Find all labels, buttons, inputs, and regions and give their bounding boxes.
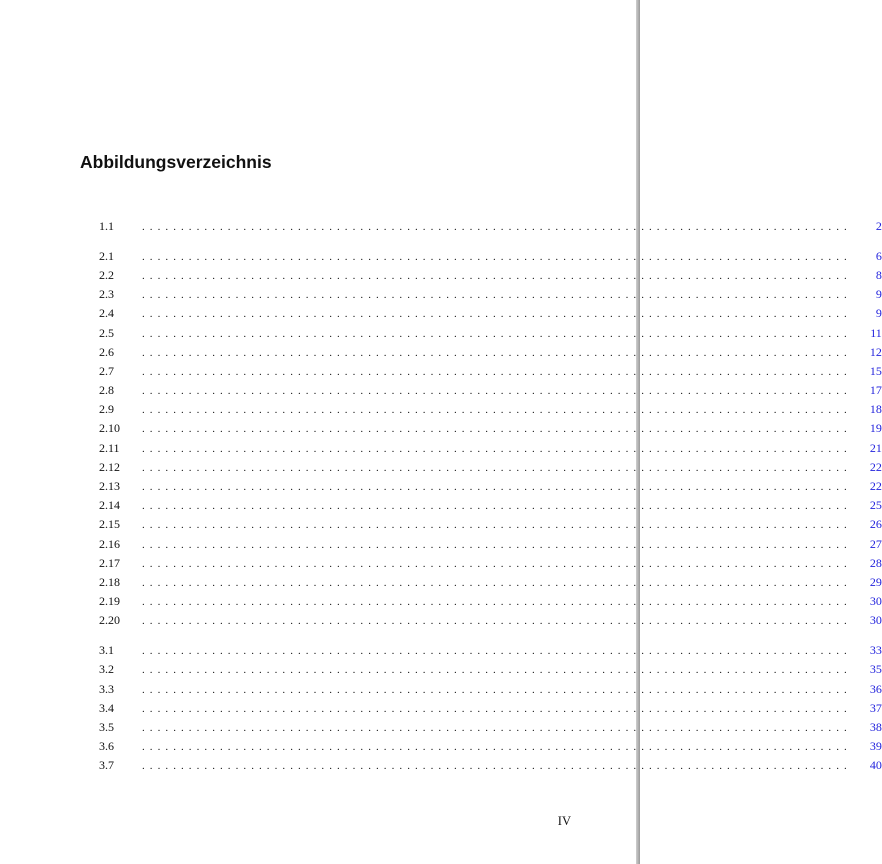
page-link[interactable]: 25 xyxy=(869,498,882,513)
figure-entry[interactable] xyxy=(99,477,882,496)
page-link[interactable]: 30 xyxy=(869,613,882,628)
dot-leader: ........................................................................................... xyxy=(142,519,852,532)
figure-entry[interactable] xyxy=(99,592,882,611)
figure-number: 3.7 xyxy=(99,758,114,773)
dot-leader: ........................................................................................... xyxy=(142,702,852,715)
figure-entry[interactable] xyxy=(99,737,882,756)
figure-entry[interactable] xyxy=(99,217,882,236)
dot-leader: ........................................................................................... xyxy=(142,365,852,378)
dot-leader: ........................................................................................... xyxy=(142,596,852,609)
figure-number: 2.17 xyxy=(99,555,120,570)
figure-number: 2.8 xyxy=(99,383,114,398)
figure-number: 2.6 xyxy=(99,344,114,359)
dot-leader: ........................................................................................... xyxy=(142,308,852,321)
page-link[interactable]: 19 xyxy=(869,421,882,436)
dot-leader: ........................................................................................... xyxy=(142,250,852,263)
figure-entry[interactable] xyxy=(99,756,882,775)
dot-leader: ........................................................................................... xyxy=(142,327,852,340)
page-link[interactable]: 38 xyxy=(869,719,882,734)
dot-leader: ........................................................................................... xyxy=(142,461,852,474)
figure-entry[interactable] xyxy=(99,535,882,554)
page-link[interactable]: 21 xyxy=(869,440,882,455)
page-link[interactable]: 18 xyxy=(869,402,882,417)
page-title: Abbildungsverzeichnis xyxy=(80,152,272,172)
figure-entry[interactable] xyxy=(99,285,882,304)
figure-number: 3.5 xyxy=(99,719,114,734)
dot-leader: ........................................................................................... xyxy=(142,289,852,302)
page-link[interactable]: 27 xyxy=(869,536,882,551)
dot-leader: ........................................................................................... xyxy=(142,664,852,677)
figure-number: 3.6 xyxy=(99,739,114,754)
figure-number: 2.1 xyxy=(99,248,114,263)
figure-number: 1.1 xyxy=(99,219,114,233)
page-link[interactable]: 6 xyxy=(875,248,882,263)
dot-leader: ........................................................................................... xyxy=(142,346,852,359)
figure-entry[interactable] xyxy=(99,324,882,343)
page-link[interactable]: 12 xyxy=(869,344,882,359)
figure-entry[interactable] xyxy=(99,554,882,573)
page-link[interactable]: 2 xyxy=(875,219,882,233)
figure-group xyxy=(99,641,882,775)
dot-leader: ........................................................................................... xyxy=(142,576,852,589)
dot-leader: ........................................................................................... xyxy=(142,500,852,513)
figure-number: 2.18 xyxy=(99,574,120,589)
page-link[interactable]: 40 xyxy=(869,758,882,773)
dot-leader: ........................................................................................... xyxy=(142,615,852,628)
page-link[interactable]: 39 xyxy=(869,739,882,754)
figure-number: 2.12 xyxy=(99,459,120,474)
figure-entry[interactable] xyxy=(99,573,882,592)
figure-group xyxy=(99,217,882,236)
figure-entry[interactable] xyxy=(99,611,882,630)
figure-entry[interactable] xyxy=(99,400,882,419)
figure-entry[interactable] xyxy=(99,515,882,534)
page-number: IV xyxy=(557,814,571,828)
page-link[interactable]: 29 xyxy=(869,574,882,589)
figure-entry[interactable] xyxy=(99,699,882,718)
figure-number: 2.4 xyxy=(99,306,114,321)
dot-leader: ........................................................................................... xyxy=(142,221,852,233)
figure-group xyxy=(99,247,882,631)
figure-entry[interactable] xyxy=(99,247,882,266)
figure-entry[interactable] xyxy=(99,660,882,679)
figure-number: 3.3 xyxy=(99,681,114,696)
figure-list xyxy=(99,217,882,786)
figure-entry[interactable] xyxy=(99,458,882,477)
page-link[interactable]: 22 xyxy=(869,459,882,474)
page-link[interactable]: 22 xyxy=(869,479,882,494)
figure-number: 2.10 xyxy=(99,421,120,436)
dot-leader: ........................................................................................... xyxy=(142,269,852,282)
figure-number: 3.1 xyxy=(99,643,114,658)
page-link[interactable]: 28 xyxy=(869,555,882,570)
figure-number: 2.16 xyxy=(99,536,120,551)
dot-leader: ........................................................................................... xyxy=(142,741,852,754)
figure-number: 2.20 xyxy=(99,613,120,628)
dot-leader: ........................................................................................... xyxy=(142,385,852,398)
page-link[interactable]: 9 xyxy=(875,306,882,321)
page-link[interactable]: 17 xyxy=(869,383,882,398)
page-link[interactable]: 37 xyxy=(869,700,882,715)
dot-leader: ........................................................................................... xyxy=(142,721,852,734)
page-link[interactable]: 11 xyxy=(870,325,882,340)
dot-leader: ........................................................................................... xyxy=(142,481,852,494)
figure-number: 3.4 xyxy=(99,700,114,715)
dot-leader: ........................................................................................... xyxy=(142,760,852,773)
figure-number: 2.5 xyxy=(99,325,114,340)
figure-entry[interactable] xyxy=(99,718,882,737)
figure-entry[interactable] xyxy=(99,439,882,458)
figure-number: 2.14 xyxy=(99,498,120,513)
figure-entry[interactable] xyxy=(99,496,882,515)
figure-number: 2.13 xyxy=(99,479,120,494)
figure-entry[interactable] xyxy=(99,266,882,285)
page-link[interactable]: 15 xyxy=(869,363,882,378)
dot-leader: ........................................................................................... xyxy=(142,538,852,551)
dot-leader: ........................................................................................... xyxy=(142,683,852,696)
dot-leader: ........................................................................................... xyxy=(142,404,852,417)
figure-entry[interactable] xyxy=(99,680,882,699)
page-link[interactable]: 35 xyxy=(869,662,882,677)
page-link[interactable]: 30 xyxy=(869,594,882,609)
figure-number: 2.11 xyxy=(99,440,120,455)
page-link[interactable]: 9 xyxy=(875,287,882,302)
page-link[interactable]: 8 xyxy=(875,267,882,282)
dot-leader: ........................................................................................... xyxy=(142,423,852,436)
figure-number: 2.9 xyxy=(99,402,114,417)
figure-entry[interactable] xyxy=(99,381,882,400)
figure-entry[interactable] xyxy=(99,641,882,660)
figure-number: 2.15 xyxy=(99,517,120,532)
page-link[interactable]: 26 xyxy=(869,517,882,532)
figure-number: 2.19 xyxy=(99,594,120,609)
figure-entry[interactable] xyxy=(99,419,882,438)
figure-entry[interactable] xyxy=(99,343,882,362)
dot-leader: ........................................................................................... xyxy=(142,442,852,455)
figure-number: 2.3 xyxy=(99,287,114,302)
dot-leader: ........................................................................................... xyxy=(142,557,852,570)
page-link[interactable]: 33 xyxy=(869,643,882,658)
figure-number: 2.7 xyxy=(99,363,114,378)
figure-number: 3.2 xyxy=(99,662,114,677)
page-link[interactable]: 36 xyxy=(869,681,882,696)
figure-entry[interactable] xyxy=(99,362,882,381)
dot-leader: ........................................................................................... xyxy=(142,645,852,658)
figure-entry[interactable] xyxy=(99,304,882,323)
figure-number: 2.2 xyxy=(99,267,114,282)
